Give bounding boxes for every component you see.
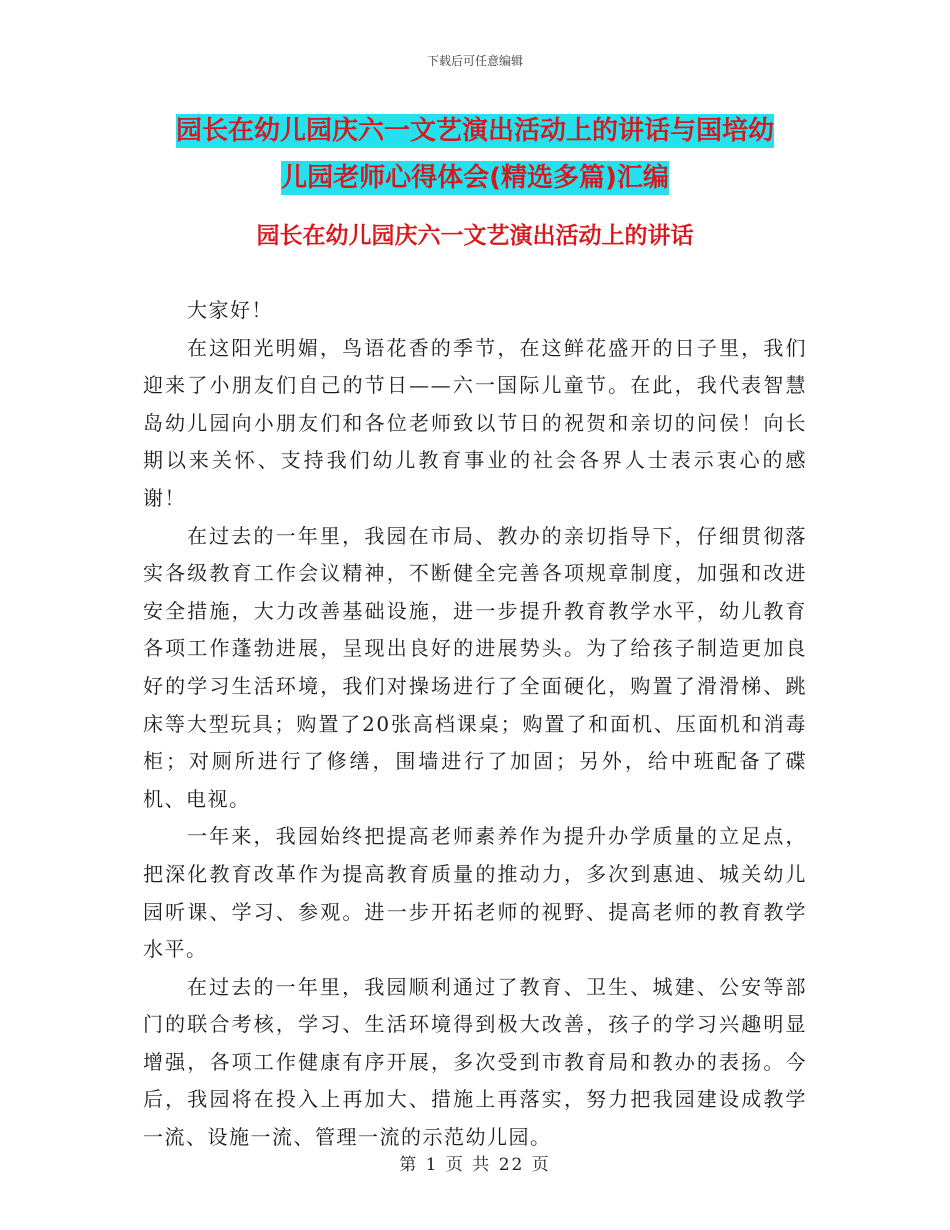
document-title-line-2: 儿园老师心得体会(精选多篇)汇编 (281, 163, 669, 193)
paragraph: 在这阳光明媚，鸟语花香的季节，在这鲜花盛开的日子里，我们迎来了小朋友们自己的节日——六一国际儿童节。在此，我代表智慧岛幼儿园向小朋友们和各位老师致以节日的祝贺和亲切的问侯！向长期以来关怀、支持我们幼儿教育事业的社会各界人士表示衷心的感谢！ (143, 335, 807, 510)
document-title-line-1: 园长在幼儿园庆六一文艺演出活动上的讲话与国培幼 (175, 116, 774, 146)
paragraph: 一年来，我园始终把提高老师素养作为提升办学质量的立足点，把深化教育改革作为提高教育质量的推动力，多次到惠迪、城关幼儿园听课、学习、参观。进一步开拓老师的视野、提高老师的教育教学水平。 (143, 824, 807, 962)
section-title: 园长在幼儿园庆六一文艺演出活动上的讲话 (256, 223, 694, 249)
paragraph: 在过去的一年里，我园在市局、教办的亲切指导下，仔细贯彻落实各级教育工作会议精神，不断健全完善各项规章制度，加强和改进安全措施，大力改善基础设施，进一步提升教育教学水平，幼儿教育各项工作蓬勃进展，呈现出良好的进展势头。为了给孩子制造更加良好的学习生活环境，我们对操场进行了全面硬化，购置了滑滑梯、跳床等大型玩具；购置了20张高档课桌；购置了和面机、压面机和消毒柜；对厕所进行了修缮，围墙进行了加固；另外，给中班配备了碟机、电视。 (143, 523, 807, 811)
document-title (140, 108, 810, 202)
page-number: 第 1 页 共 22 页 (399, 1155, 551, 1175)
header-note: 下载后可任意编辑 (426, 54, 523, 68)
body-text (143, 292, 807, 1157)
paragraph: 在过去的一年里，我园顺利通过了教育、卫生、城建、公安等部门的联合考核，学习、生活环境得到极大改善，孩子的学习兴趣明显增强，各项工作健康有序开展，多次受到市教育局和教办的表扬。今后，我园将在投入上再加大、措施上再落实，努力把我园建设成教学一流、设施一流、管理一流的示范幼儿园。 (143, 974, 807, 1150)
paragraph-greeting: 大家好！ (187, 298, 273, 322)
